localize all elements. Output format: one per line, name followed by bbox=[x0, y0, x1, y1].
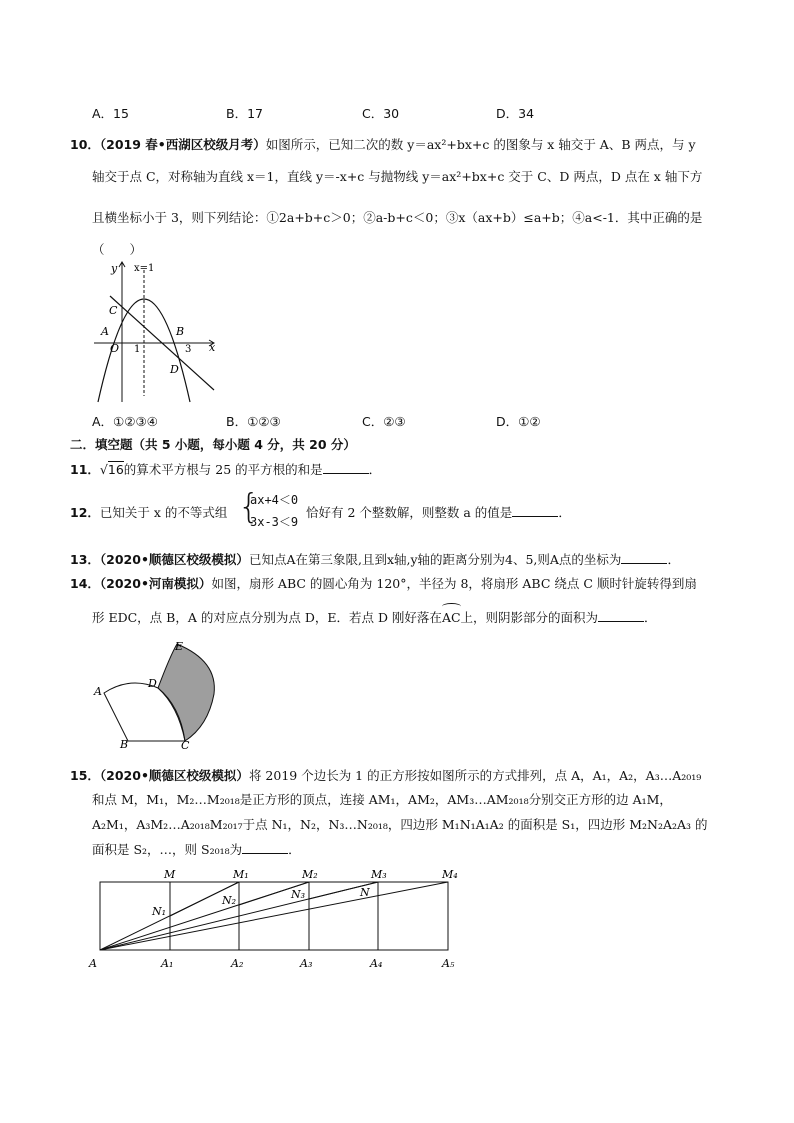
q15-label-m2: M₂ bbox=[302, 868, 318, 881]
q15-number: 15． bbox=[70, 768, 100, 783]
q14-text1: 如图，扇形 ABC 的圆心角为 120°，半径为 8，将扇形 ABC 绕点 C 顺时针旋转得到扇 bbox=[211, 576, 697, 591]
q10-parabola-figure bbox=[92, 256, 222, 404]
q14-label-d: D bbox=[148, 677, 157, 690]
q15-line2: 和点 M，M₁，M₂…M₂₀₁₈是正方形的顶点，连接 AM₁，AM₂，AM₃…AM₂₀₁₈分别交正方形的边 A₁M， bbox=[92, 792, 672, 807]
q9-option-a: A．15 bbox=[92, 106, 129, 121]
q10-option-a: A．①②③④ bbox=[92, 414, 158, 429]
q15-text4: 面积是 S₂，…，则 S₂₀₁₈为 bbox=[92, 842, 243, 857]
q13-source: （2020•顺德区校级模拟） bbox=[99, 552, 249, 567]
q10-line4: （ ） bbox=[92, 242, 143, 257]
q14-text2a: 形 EDC，点 B，A 的对应点分别为点 D，E．若点 D 刚好落在 bbox=[92, 610, 442, 625]
q14-label-c: C bbox=[181, 739, 190, 752]
q12-post: 恰好有 2 个整数解，则整数 a 的值是 bbox=[306, 505, 513, 520]
q11-end: ． bbox=[368, 462, 382, 477]
q12-post-line bbox=[306, 503, 571, 521]
q15-end: ． bbox=[288, 842, 301, 857]
q12-inequality-1: ax+4＜0 bbox=[250, 493, 299, 507]
q10-label-c: C bbox=[109, 304, 118, 317]
q15-label-m: M bbox=[164, 868, 176, 881]
q10-option-d: D．①② bbox=[496, 414, 541, 429]
q10-label-o: O bbox=[110, 342, 120, 355]
q10-text1: 如图所示，已知二次的数 y＝ax²+bx+c 的图象与 x 轴交于 A、B 两点，与 y bbox=[265, 137, 696, 152]
q12-line bbox=[70, 503, 227, 521]
q12-pre: 已知关于 x 的不等式组 bbox=[99, 505, 228, 520]
q11-answer-blank[interactable] bbox=[323, 463, 369, 474]
q10-label-3: 3 bbox=[185, 344, 192, 355]
q14-label-a: A bbox=[94, 685, 102, 698]
q15-answer-blank[interactable] bbox=[242, 843, 288, 854]
q15-label-n: N bbox=[360, 886, 370, 899]
q14-answer-blank[interactable] bbox=[598, 611, 644, 622]
q11-radicand: 16 bbox=[107, 462, 124, 477]
q15-label-a1: A₁ bbox=[161, 957, 174, 970]
q14-line2 bbox=[92, 608, 657, 626]
q14-label-b: B bbox=[120, 738, 129, 751]
q10-label-1: 1 bbox=[134, 344, 141, 355]
q14-sector-figure bbox=[90, 636, 220, 754]
q10-number: 10． bbox=[70, 137, 100, 152]
q10-label-d: D bbox=[170, 363, 179, 376]
q14-arc-ac bbox=[442, 610, 461, 625]
q10-line3: 且横坐标小于 3，则下列结论：①2a+b+c＞0；②a-b+c＜0；③x（ax+b）≤a+b；④a<-1．其中正确的是 bbox=[92, 210, 703, 225]
q13-line bbox=[70, 550, 680, 568]
q12-number: 12． bbox=[70, 505, 100, 520]
q14-end: ． bbox=[644, 610, 657, 625]
q13-answer-blank[interactable] bbox=[621, 553, 667, 564]
q14-text2b: 上，则阴影部分的面积为 bbox=[460, 610, 599, 625]
q10-line1 bbox=[70, 135, 696, 153]
q15-line3: A₂M₁，A₃M₂…A₂₀₁₈M₂₀₁₇于点 N₁，N₂，N₃…N₂₀₁₈，四边形 M₁N₁A₁A₂ 的面积是 S₁，四边形 M₂N₂A₂A₃ 的 bbox=[92, 817, 708, 832]
q10-label-b: B bbox=[176, 325, 185, 338]
q12-brace: { bbox=[238, 487, 260, 527]
q11-text: 的算术平方根与 25 的平方根的和是 bbox=[123, 462, 323, 477]
q15-label-a4: A₄ bbox=[370, 957, 383, 970]
q15-label-a: A bbox=[89, 957, 97, 970]
q10-label-x: x bbox=[209, 341, 216, 354]
q14-arc-label: AC bbox=[441, 610, 461, 625]
q9-option-d: D．34 bbox=[496, 106, 535, 121]
q14-arc-mark bbox=[442, 603, 461, 610]
q12-inequality-2: 3x-3＜9 bbox=[250, 515, 299, 529]
q15-label-a3: A₃ bbox=[300, 957, 313, 970]
q10-label-y: y bbox=[111, 262, 118, 275]
q9-option-b: B．17 bbox=[226, 106, 263, 121]
q9-option-c: C．30 bbox=[362, 106, 400, 121]
q11-line bbox=[70, 460, 381, 478]
q10-option-b: B．①②③ bbox=[226, 414, 281, 429]
q14-label-e: E bbox=[175, 640, 184, 653]
q14-source: （2020•河南模拟） bbox=[99, 576, 212, 591]
q11-sqrt: √16 bbox=[99, 462, 124, 477]
q10-option-c: C．②③ bbox=[362, 414, 406, 429]
q15-label-m3: M₃ bbox=[371, 868, 387, 881]
q13-number: 13． bbox=[70, 552, 100, 567]
q11-number: 11． bbox=[70, 462, 100, 477]
q12-answer-blank[interactable] bbox=[512, 506, 558, 517]
q14-line1 bbox=[70, 574, 697, 592]
q15-label-a2: A₂ bbox=[231, 957, 244, 970]
q15-label-m4: M₄ bbox=[442, 868, 458, 881]
section-fill-in-title: 二．填空题（共 5 小题，每小题 4 分，共 20 分） bbox=[70, 437, 356, 452]
q15-line1 bbox=[70, 766, 701, 784]
q12-end: ． bbox=[558, 505, 571, 520]
q10-label-a: A bbox=[101, 325, 109, 338]
q10-line2: 轴交于点 C，对称轴为直线 x＝1，直线 y＝-x+c 与抛物线 y＝ax²+bx+c 交于 C、D 两点，D 点在 x 轴下方 bbox=[92, 169, 703, 184]
q13-text: 已知点A在第三象限,且到x轴,y轴的距离分别为4、5,则A点的坐标为 bbox=[248, 552, 622, 567]
q15-label-a5: A₅ bbox=[442, 957, 455, 970]
q15-label-n2: N₂ bbox=[222, 894, 237, 907]
q15-label-n1: N₁ bbox=[152, 905, 167, 918]
q14-number: 14． bbox=[70, 576, 100, 591]
q15-text1: 将 2019 个边长为 1 的正方形按如图所示的方式排列，点 A，A₁，A₂，A₃…A₂₀₁₉ bbox=[248, 768, 702, 783]
q10-label-axis: x=1 bbox=[134, 263, 155, 274]
q10-source: （2019 春•西湖区校级月考） bbox=[99, 137, 266, 152]
q15-label-n3: N₃ bbox=[291, 888, 306, 901]
q15-label-m1: M₁ bbox=[233, 868, 249, 881]
q15-squares-figure bbox=[86, 864, 466, 976]
q15-source: （2020•顺德区校级模拟） bbox=[99, 768, 249, 783]
q13-end: ． bbox=[667, 552, 680, 567]
q15-line4 bbox=[92, 840, 301, 858]
